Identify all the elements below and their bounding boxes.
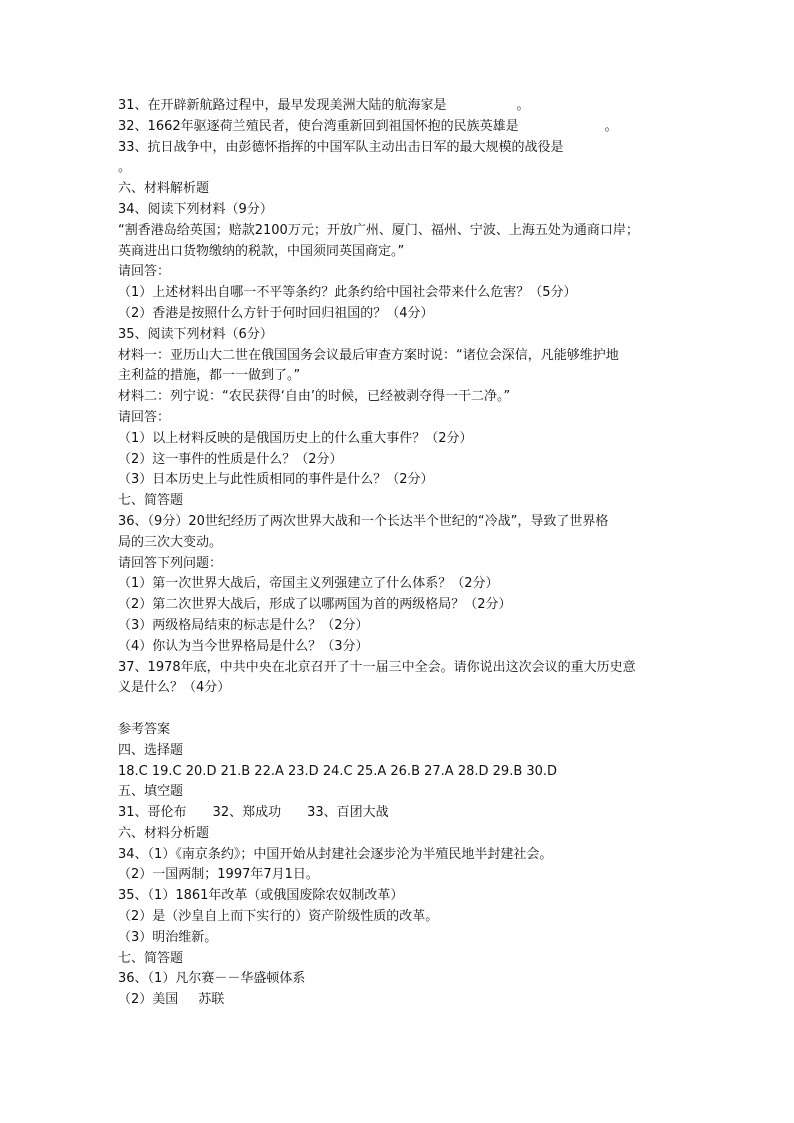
section-heading-6: 六、材料解析题 (118, 181, 210, 197)
answer-33: 33、百团大战 (307, 805, 389, 821)
answer-35-3: （3）明治维新。 (118, 929, 218, 945)
answer-32: 32、郑成功 (212, 805, 282, 821)
question-36-sub2: （2）第二次世界大战后，形成了以哪两国为首的两级格局？（2分） (118, 597, 512, 613)
question-31-end: 。 (516, 98, 530, 113)
question-36-line1: 36、（9分）20世纪经历了两次世界大战和一个长达半个世纪的“冷战”，导致了世界格 (118, 513, 609, 529)
question-34-sub2: （2）香港是按照什么方针于何时回归祖国的？（4分） (118, 305, 434, 321)
question-31-text: 31、在开辟新航路过程中，最早发现美洲大陆的航海家是 (118, 98, 447, 113)
answers-section-7: 七、简答题 (118, 950, 184, 966)
question-34-title: 34、阅读下列材料（9分） (118, 201, 273, 217)
question-35-prompt: 请回答： (118, 409, 171, 425)
question-35-material1-line1: 材料一：亚历山大二世在俄国国务会议最后审查方案时说：“诸位会深信，凡能够维护地 (118, 347, 619, 363)
question-31 (118, 96, 698, 117)
question-36-prompt: 请回答下列问题： (118, 555, 223, 571)
question-37-line2: 义是什么？（4分） (118, 680, 231, 696)
question-36-sub1: （1）第一次世界大战后，帝国主义列强建立了什么体系？（2分） (118, 576, 499, 592)
question-33-line2: 。 (118, 160, 132, 176)
question-35-sub2: （2）这一事件的性质是什么？（2分） (118, 451, 343, 467)
question-35-sub1: （1）以上材料反映的是俄国历史上的什么重大事件？（2分） (118, 430, 473, 446)
question-36-sub4: （4）你认为当今世界格局是什么？（3分） (118, 638, 369, 654)
question-33-line1: 33、抗日战争中，由彭德怀指挥的中国军队主动出击日军的最大规模的战役是 (118, 139, 564, 155)
answers-section-5: 五、填空题 (118, 784, 184, 800)
question-35-title: 35、阅读下列材料（6分） (118, 326, 273, 342)
question-32 (118, 117, 698, 138)
answers-section-4: 四、选择题 (118, 742, 184, 758)
question-34-prompt: 请回答： (118, 264, 171, 280)
answer-34-2: （2）一国两制；1997年7月1日。 (118, 867, 319, 883)
answer-36-2-label: （2）美国 (118, 992, 179, 1008)
answers-heading: 参考答案 (118, 721, 171, 737)
document-body (118, 96, 698, 1011)
answers-fill (118, 803, 698, 824)
question-36-sub3: （3）两级格局结束的标志是什么？（2分） (118, 617, 369, 633)
answer-36-1: 36、（1）凡尔赛－－华盛顿体系 (118, 971, 306, 987)
answer-36-2 (118, 990, 698, 1011)
answer-35-1: 35、（1）1861年改革（或俄国废除农奴制改革） (118, 888, 404, 904)
answer-35-2: （2）是（沙皇自上而下实行的）资产阶级性质的改革。 (118, 909, 439, 925)
answers-choice: 18.C 19.C 20.D 21.B 22.A 23.D 24.C 25.A 26.B 27.A 28.D 29.B 30.D (118, 763, 558, 779)
answers-section-6: 六、材料分析题 (118, 825, 210, 841)
question-34-material-line2: 英商进出口货物缴纳的税款，中国须同英国商定。” (118, 243, 405, 259)
question-37-line1: 37、1978年底，中共中央在北京召开了十一届三中全会。请你说出这次会议的重大历史意 (118, 659, 636, 675)
blank-line (118, 699, 698, 720)
section-heading-7: 七、简答题 (118, 493, 184, 509)
question-35-sub3: （3）日本历史上与此性质相同的事件是什么？（2分） (118, 472, 434, 488)
question-35-material2: 材料二：列宁说：“农民获得‘自由’的时候，已经被剥夺得一干二净。” (118, 389, 511, 405)
question-35-material1-line2: 主利益的措施，都一一做到了。” (118, 368, 301, 384)
answer-31: 31、哥伦布 (118, 805, 187, 821)
question-32-end: 。 (604, 118, 618, 134)
question-34-material-line1: “割香港岛给英国；赔款2100万元；开放广州、厦门、福州、宁波、上海五处为通商口岸； (118, 222, 639, 238)
answer-36-2-country2: 苏联 (198, 992, 225, 1008)
question-34-sub1: （1）上述材料出自哪一不平等条约？此条约给中国社会带来什么危害？（5分） (118, 285, 577, 301)
answer-34-1: 34、（1）《南京条约》；中国开始从封建社会逐步沦为半殖民地半封建社会。 (118, 846, 553, 862)
question-36-line2: 局的三次大变动。 (118, 534, 223, 550)
question-32-text: 32、1662年驱逐荷兰殖民者，使台湾重新回到祖国怀抱的民族英雄是 (118, 118, 519, 134)
